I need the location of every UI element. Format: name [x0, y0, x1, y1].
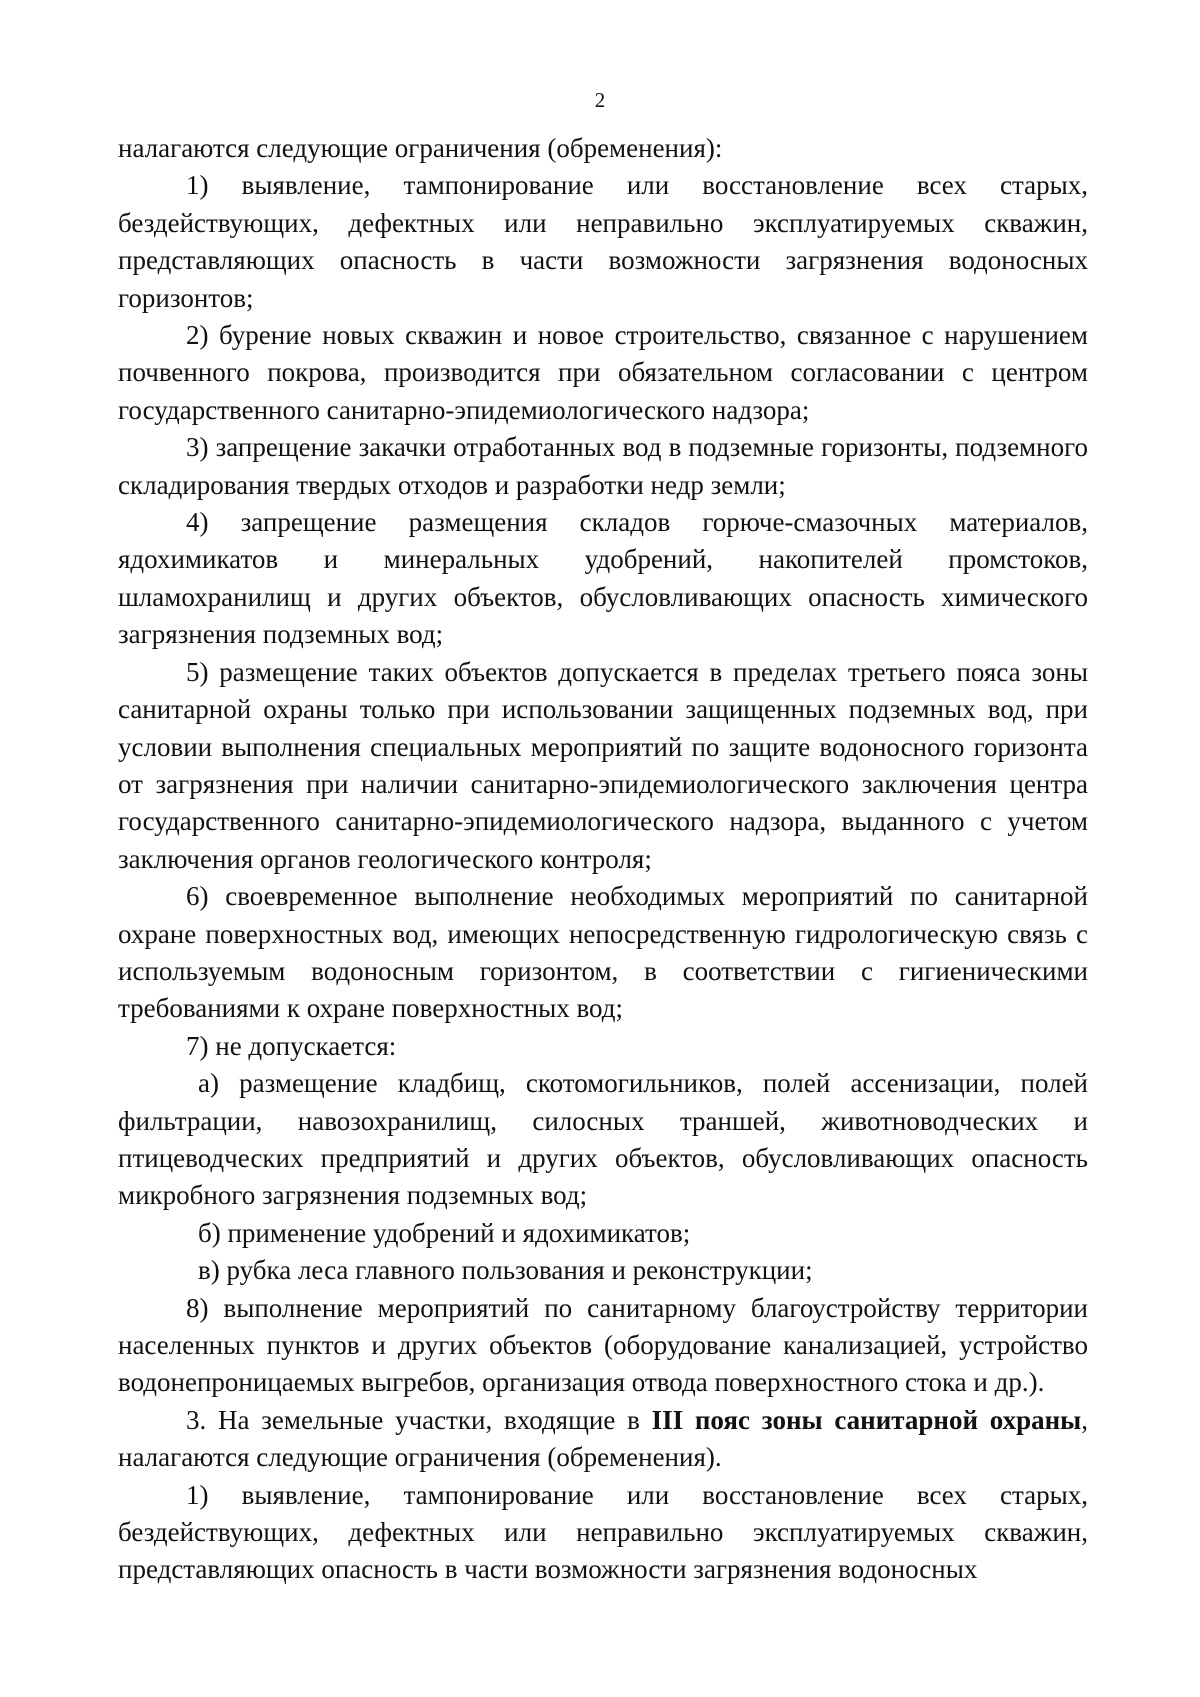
- item-3-paragraph: 3) запрещение закачки отработанных вод в подземные горизонты, подземного складирования твердых отходов и разработки недр земли;: [118, 432, 1088, 500]
- item-7-paragraph: 7) не допускается:: [186, 1030, 397, 1061]
- item-6-paragraph: 6) своевременное выполнение необходимых мероприятий по санитарной охране поверхностных вод, имеющих непосредственную гидрологическую связь с используемым водоносным горизонтом, в соответствии с гигиеническими требованиями к охране поверхностных вод;: [118, 881, 1088, 1024]
- page-number: 2: [594, 88, 606, 112]
- item-7a-paragraph: а) размещение кладбищ, скотомогильников, полей ассенизации, полей фильтрации, навозохранилищ, силосных траншей, животноводческих и птицеводческих предприятий и других объектов, обусловливающих опасность микробного загрязнения подземных вод;: [118, 1068, 1088, 1211]
- item-8-paragraph: 8) выполнение мероприятий по санитарному благоустройству территории населенных пунктов и других объектов (оборудование канализацией, устройство водонепроницаемых выгребов, организация отвода поверхностного стока и др.).: [118, 1292, 1088, 1398]
- item-7b-paragraph: б) применение удобрений и ядохимикатов;: [198, 1217, 691, 1248]
- item-5-paragraph: 5) размещение таких объектов допускается в пределах третьего пояса зоны санитарной охраны только при использовании защищенных подземных вод, при условии выполнения специальных мероприятий по защите водоносного горизонта от загрязнения при наличии санитарно-эпидемиологического заключения центра государственного санитарно-эпидемиологического надзора, выданного с учетом заключения органов геологического контроля;: [118, 656, 1088, 874]
- section-3-bold: III пояс зоны санитарной охраны: [651, 1404, 1082, 1435]
- section-3-paragraph: [118, 1402, 1088, 1477]
- document-body: [118, 130, 1088, 1589]
- item-2-paragraph: 2) бурение новых скважин и новое строительство, связанное с нарушением почвенного покрова, производится при обязательном согласовании с центром государственного санитарно-эпидемиологического надзора;: [118, 320, 1088, 425]
- item-4-paragraph: 4) запрещение размещения складов горюче-смазочных материалов, ядохимикатов и минеральных удобрений, накопителей промстоков, шламохранилищ и других объектов, обусловливающих опасность химического загрязнения подземных вод;: [118, 507, 1088, 650]
- intro-paragraph: налагаются следующие ограничения (обременения):: [118, 133, 723, 163]
- item-1-paragraph: 1) выявление, тампонирование или восстановление всех старых, бездействующих, дефектных или неправильно эксплуатируемых скважин, представляющих опасность в части возможности загрязнения водоносных горизонтов;: [118, 170, 1088, 313]
- section-3-tail: , налагаются следующие ограничения (обременения).: [118, 1404, 1088, 1473]
- item-7v-paragraph: в) рубка леса главного пользования и реконструкции;: [198, 1255, 813, 1286]
- section-3-item-1-paragraph: 1) выявление, тампонирование или восстановление всех старых, бездействующих, дефектных или неправильно эксплуатируемых скважин, представляющих опасность в части возможности загрязнения водоносных: [118, 1479, 1088, 1585]
- section-3-lead: 3. На земельные участки, входящие в: [186, 1404, 652, 1435]
